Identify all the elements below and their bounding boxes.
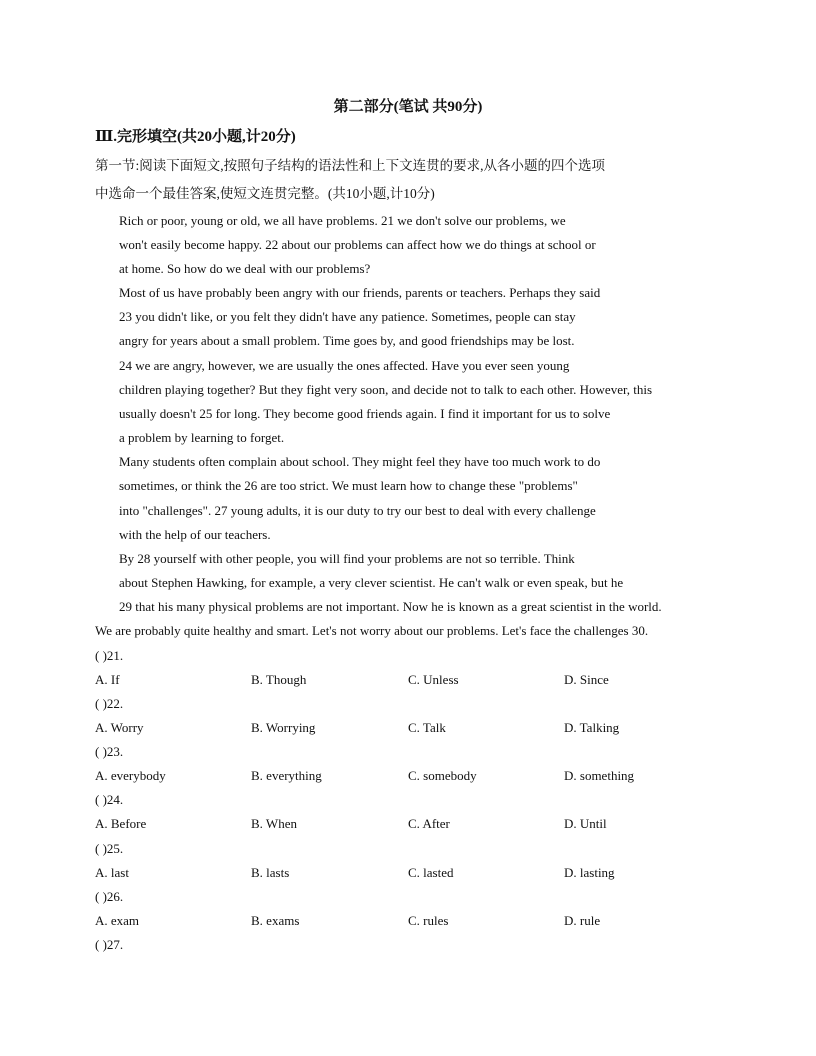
passage-line: Many students often complain about school. They might feel they have too much work to do bbox=[119, 454, 601, 469]
option-c[interactable]: C. Unless bbox=[408, 672, 459, 687]
option-a[interactable]: A. Worry bbox=[95, 720, 144, 735]
passage-line: Most of us have probably been angry with our friends, parents or teachers. Perhaps they said bbox=[119, 285, 601, 300]
question-number: ( )24. bbox=[95, 792, 124, 807]
question-number: ( )27. bbox=[95, 937, 124, 952]
passage-line: usually doesn't 25 for long. They become good friends again. I find it important for us to solve bbox=[119, 406, 611, 421]
option-c[interactable]: C. After bbox=[408, 816, 450, 831]
question-number: ( )26. bbox=[95, 889, 124, 904]
option-d[interactable]: D. rule bbox=[564, 913, 601, 928]
passage-line: children playing together? But they fight very soon, and decide not to talk to each other. However, this bbox=[119, 382, 653, 397]
option-a[interactable]: A. everybody bbox=[95, 768, 166, 783]
passage-line: won't easily become happy. 22 about our problems can affect how we do things at school or bbox=[119, 237, 596, 252]
instruction-line: 中选命一个最佳答案,使短文连贯完整。(共10小题,计10分) bbox=[95, 186, 435, 201]
option-d[interactable]: D. something bbox=[564, 768, 635, 783]
option-d[interactable]: D. lasting bbox=[564, 865, 615, 880]
option-a[interactable]: A. exam bbox=[95, 913, 140, 928]
passage-line: Rich or poor, young or old, we all have problems. 21 we don't solve our problems, we bbox=[119, 213, 566, 228]
question-number: ( )25. bbox=[95, 841, 124, 856]
passage-line: about Stephen Hawking, for example, a very clever scientist. He can't walk or even speak, but he bbox=[119, 575, 624, 590]
option-a[interactable]: A. last bbox=[95, 865, 129, 880]
option-b[interactable]: B. Though bbox=[251, 672, 307, 687]
option-c[interactable]: C. Talk bbox=[408, 720, 446, 735]
question-number: ( )23. bbox=[95, 744, 124, 759]
passage-line: at home. So how do we deal with our problems? bbox=[119, 261, 371, 276]
section-heading: Ⅲ.完形填空(共20小题,计20分) bbox=[95, 129, 296, 145]
option-b[interactable]: B. lasts bbox=[251, 865, 290, 880]
option-d[interactable]: D. Since bbox=[564, 672, 609, 687]
passage-line: angry for years about a small problem. Time goes by, and good friendships may be lost. bbox=[119, 333, 575, 348]
passage-line: with the help of our teachers. bbox=[119, 527, 271, 542]
passage-line: 24 we are angry, however, we are usually the ones affected. Have you ever seen young bbox=[119, 358, 570, 373]
passage-line: We are probably quite healthy and smart. Let's not worry about our problems. Let's face the challenges 30. bbox=[95, 623, 649, 638]
option-a[interactable]: A. Before bbox=[95, 816, 147, 831]
option-a[interactable]: A. If bbox=[95, 672, 120, 687]
option-d[interactable]: D. Until bbox=[564, 816, 607, 831]
passage-line: a problem by learning to forget. bbox=[119, 430, 285, 445]
option-b[interactable]: B. When bbox=[251, 816, 297, 831]
passage-line: into "challenges". 27 young adults, it is our duty to try our best to deal with every challenge bbox=[119, 503, 596, 518]
option-b[interactable]: B. everything bbox=[251, 768, 322, 783]
passage-line: sometimes, or think the 26 are too strict. We must learn how to change these "problems" bbox=[119, 478, 578, 493]
passage-line: By 28 yourself with other people, you will find your problems are not so terrible. Think bbox=[119, 551, 575, 566]
option-d[interactable]: D. Talking bbox=[564, 720, 620, 735]
option-b[interactable]: B. exams bbox=[251, 913, 300, 928]
option-c[interactable]: C. lasted bbox=[408, 865, 454, 880]
question-number: ( )21. bbox=[95, 648, 124, 663]
option-c[interactable]: C. rules bbox=[408, 913, 449, 928]
option-b[interactable]: B. Worrying bbox=[251, 720, 316, 735]
instruction-line: 第一节:阅读下面短文,按照句子结构的语法性和上下文连贯的要求,从各小题的四个选项 bbox=[95, 158, 605, 173]
option-c[interactable]: C. somebody bbox=[408, 768, 477, 783]
passage-line: 23 you didn't like, or you felt they didn't have any patience. Sometimes, people can stay bbox=[119, 309, 576, 324]
question-number: ( )22. bbox=[95, 696, 124, 711]
page-title: 第二部分(笔试 共90分) bbox=[333, 99, 483, 115]
passage-line: 29 that his many physical problems are not important. Now he is known as a great scientist in the world. bbox=[119, 599, 662, 614]
